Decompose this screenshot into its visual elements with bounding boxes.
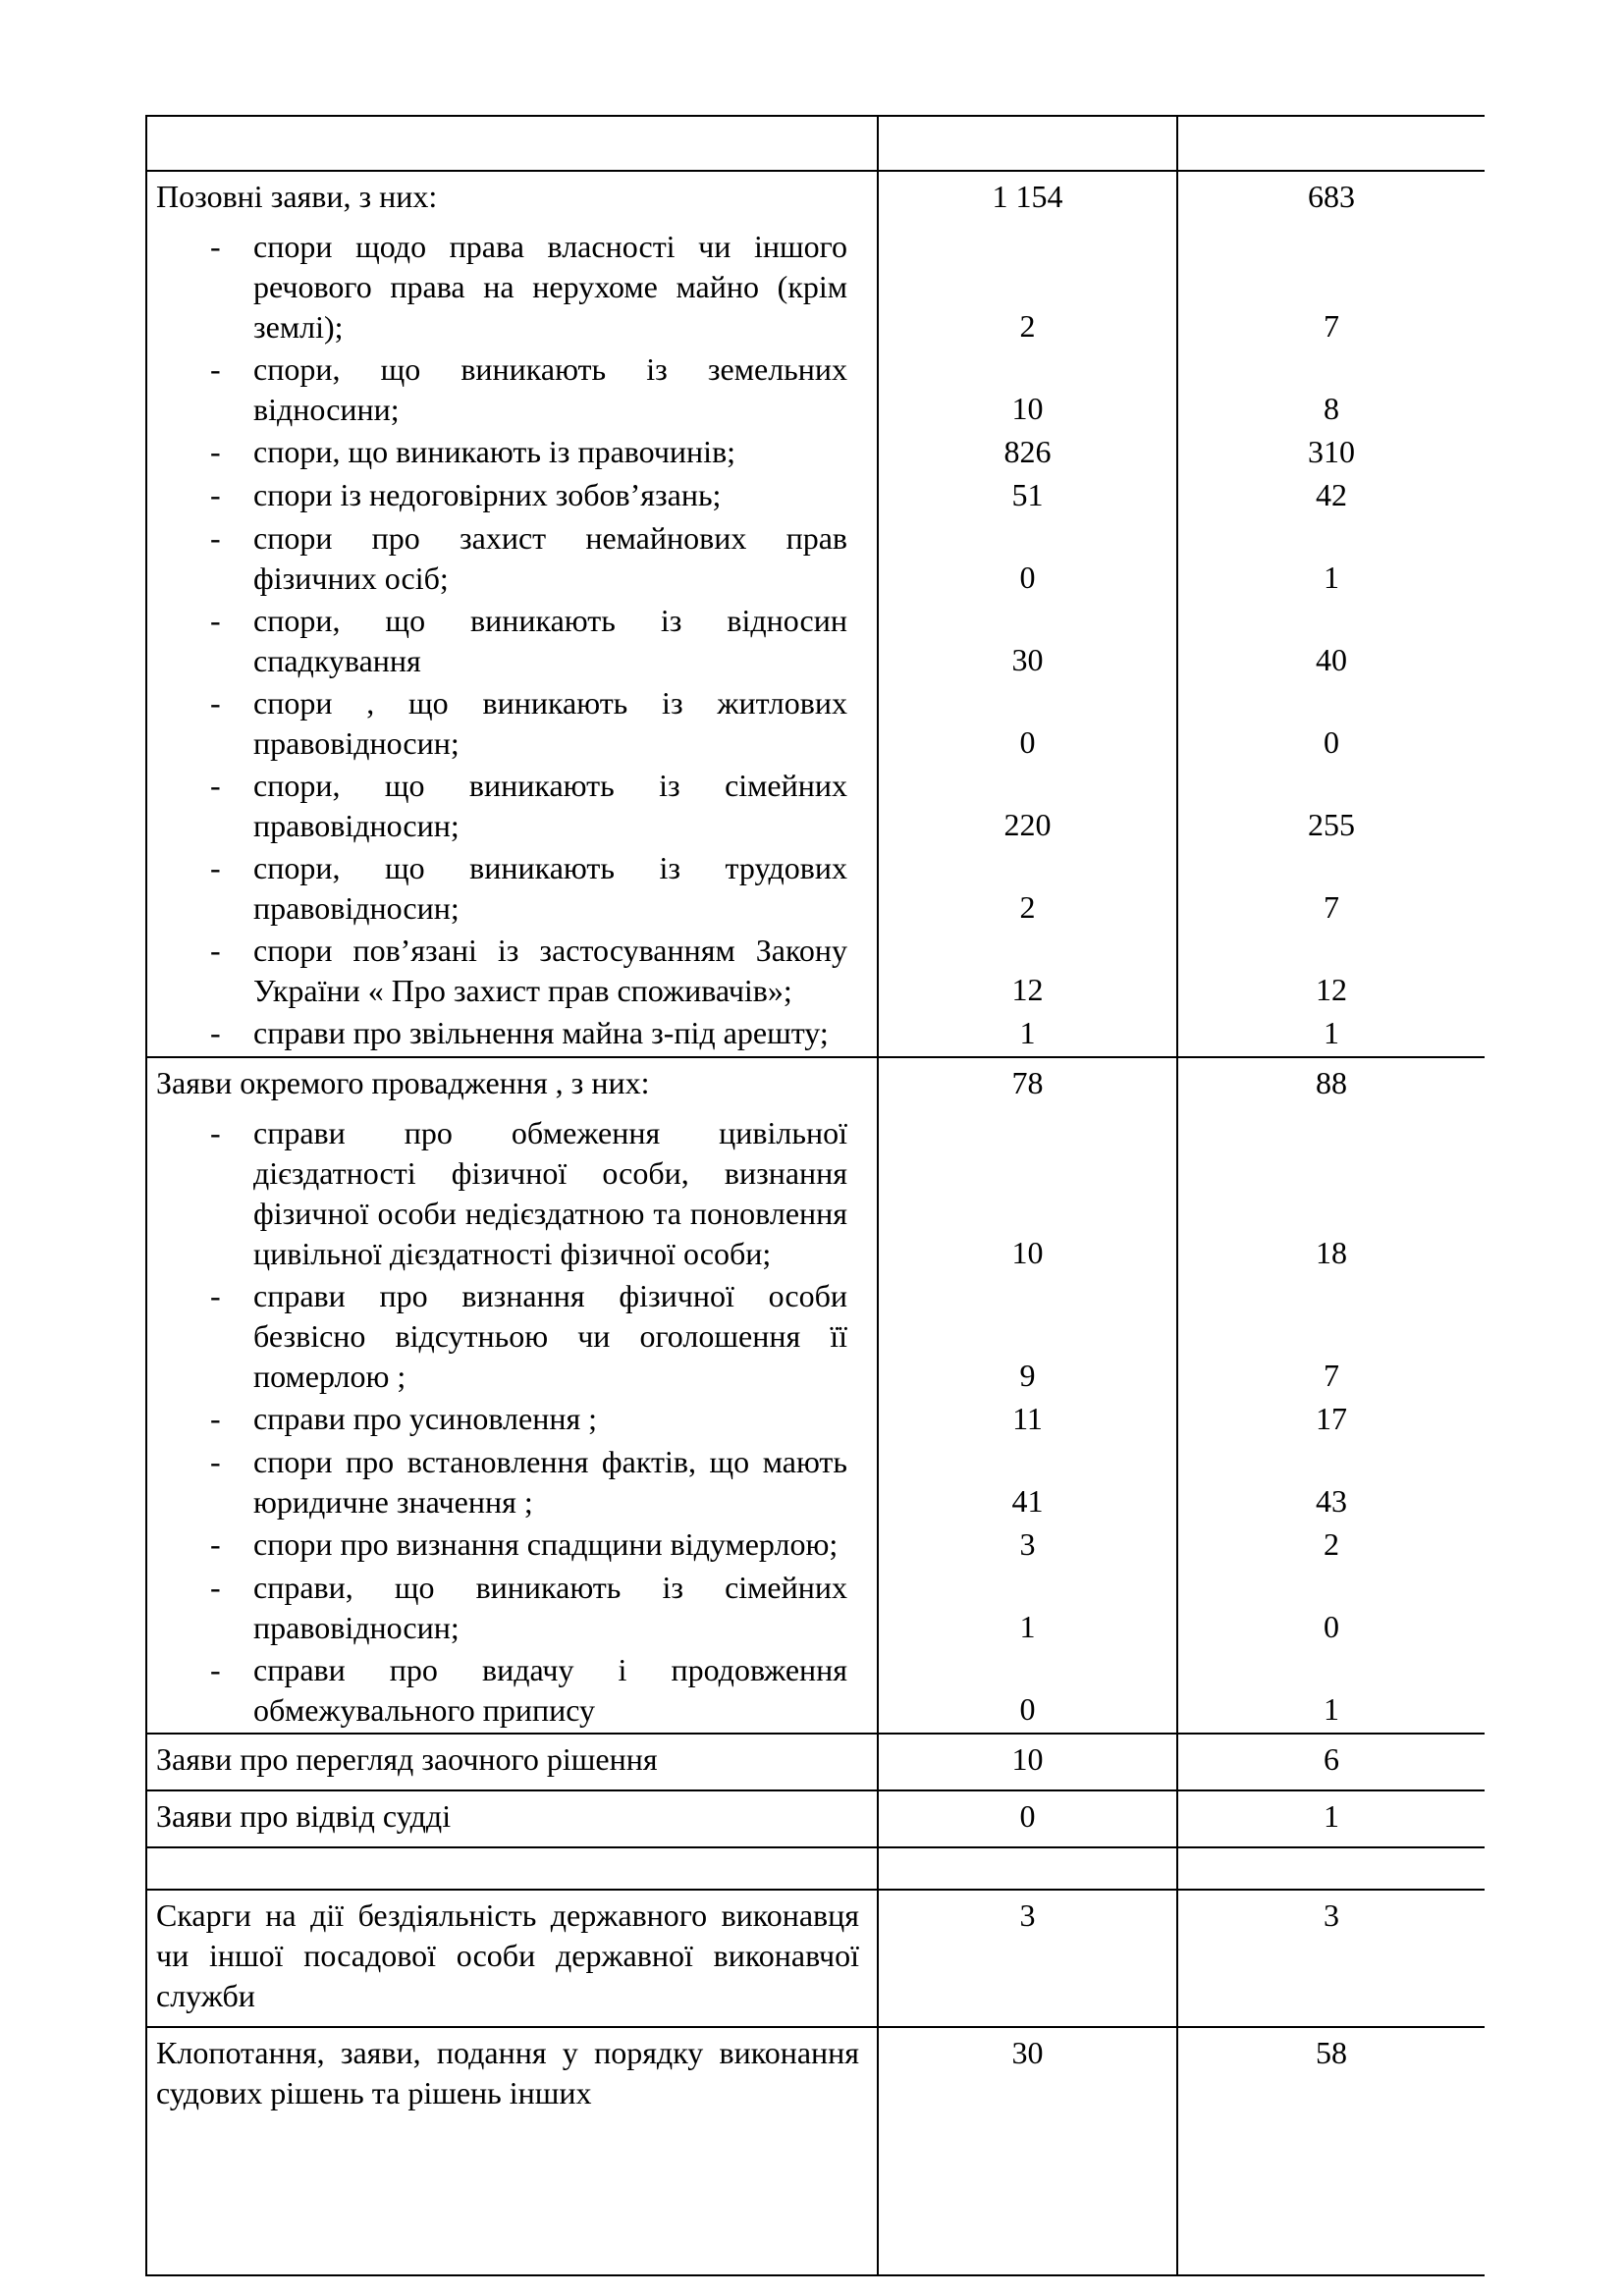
row-value-2: 683 — [1177, 171, 1485, 227]
subrow-label-cell — [146, 1568, 878, 1650]
subrow-label-cell — [146, 1013, 878, 1057]
subrow-value-1: 2 — [878, 848, 1177, 931]
row-value-1: 1 154 — [878, 171, 1177, 227]
subrow-value-2: 43 — [1177, 1442, 1485, 1524]
dash-bullet: - — [210, 1015, 221, 1050]
table-row — [146, 1790, 1485, 1847]
row-value-1: 0 — [878, 1790, 1177, 1847]
subrow-label: спори щодо права власності чи іншого речового права на нерухоме майно (крім землі); — [253, 229, 847, 345]
subrow-label-cell — [146, 1442, 878, 1524]
subrow-label: спори, що виникають із відносин спадкування — [253, 603, 847, 678]
subrow-label-cell — [146, 1276, 878, 1399]
header-cell-category — [146, 117, 878, 171]
table-subrow — [146, 475, 1485, 518]
table-subrow — [146, 1650, 1485, 1734]
table-subrow — [146, 1568, 1485, 1650]
subrow-value-2: 8 — [1177, 349, 1485, 432]
table-subrow — [146, 432, 1485, 475]
subrow-value-2: 7 — [1177, 848, 1485, 931]
dash-bullet: - — [210, 1401, 221, 1436]
table-subrow — [146, 1524, 1485, 1568]
row-value-2: 3 — [1177, 1890, 1485, 2027]
row-value-1: 30 — [878, 2027, 1177, 2276]
header-cell-value-2 — [1177, 117, 1485, 171]
table-row — [146, 1890, 1485, 2027]
row-value-1 — [878, 1847, 1177, 1890]
subrow-label-cell — [146, 1524, 878, 1568]
subrow-value-2: 2 — [1177, 1524, 1485, 1568]
table-subrow — [146, 1399, 1485, 1442]
subrow-label: спори із недоговірних зобов’язань; — [253, 477, 722, 512]
subrow-value-2: 0 — [1177, 683, 1485, 766]
subrow-value-1: 11 — [878, 1399, 1177, 1442]
subrow-value-1: 30 — [878, 601, 1177, 683]
subrow-value-1: 51 — [878, 475, 1177, 518]
table-subrow — [146, 349, 1485, 432]
subrow-label: справи про обмеження цивільної дієздатності фізичної особи, визнання фізичної особи недієздатною та поновлення цивільної дієздатності фізичної особи; — [253, 1115, 847, 1271]
dash-bullet: - — [210, 1444, 221, 1479]
row-label: Заяви про перегляд заочного рішення — [146, 1734, 878, 1790]
subrow-value-2: 17 — [1177, 1399, 1485, 1442]
subrow-value-2: 0 — [1177, 1568, 1485, 1650]
dash-bullet: - — [210, 1526, 221, 1562]
row-label: Скарги на дії бездіяльність державного виконавця чи іншої посадової особи державної виконавчої служби — [146, 1890, 878, 2027]
table-row — [146, 1734, 1485, 1790]
table-subrow — [146, 848, 1485, 931]
subrow-value-1: 1 — [878, 1568, 1177, 1650]
dash-bullet: - — [210, 1570, 221, 1605]
subrow-value-2: 1 — [1177, 1650, 1485, 1734]
row-value-1: 3 — [878, 1890, 1177, 2027]
table-row — [146, 171, 1485, 227]
dash-bullet: - — [210, 434, 221, 469]
subrow-value-2: 7 — [1177, 1276, 1485, 1399]
row-label: Заяви окремого провадження , з них: — [146, 1057, 878, 1113]
subrow-label-cell — [146, 848, 878, 931]
table-header-row — [146, 117, 1485, 171]
subrow-value-1: 12 — [878, 931, 1177, 1013]
row-value-1: 78 — [878, 1057, 1177, 1113]
subrow-value-1: 10 — [878, 1113, 1177, 1276]
dash-bullet: - — [210, 768, 221, 803]
subrow-value-2: 1 — [1177, 518, 1485, 601]
table-spacer-row — [146, 1847, 1485, 1890]
dash-bullet: - — [210, 933, 221, 968]
subrow-label: спори про захист немайнових прав фізичних осіб; — [253, 520, 847, 596]
dash-bullet: - — [210, 1652, 221, 1687]
subrow-value-2: 1 — [1177, 1013, 1485, 1057]
table-subrow — [146, 931, 1485, 1013]
subrow-value-1: 0 — [878, 683, 1177, 766]
dash-bullet: - — [210, 229, 221, 264]
subrow-value-2: 18 — [1177, 1113, 1485, 1276]
statistics-table-grid — [145, 117, 1485, 2276]
subrow-label: спори , що виникають із житлових правовідносин; — [253, 685, 847, 761]
subrow-label: спори, що виникають із трудових правовідносин; — [253, 850, 847, 926]
subrow-value-1: 2 — [878, 227, 1177, 349]
row-value-2: 6 — [1177, 1734, 1485, 1790]
subrow-label-cell — [146, 227, 878, 349]
subrow-value-1: 0 — [878, 518, 1177, 601]
dash-bullet: - — [210, 1278, 221, 1313]
dash-bullet: - — [210, 351, 221, 387]
dash-bullet: - — [210, 1115, 221, 1150]
row-value-1: 10 — [878, 1734, 1177, 1790]
row-label — [146, 1847, 878, 1890]
subrow-label-cell — [146, 1399, 878, 1442]
header-cell-value-1 — [878, 117, 1177, 171]
statistics-table — [145, 115, 1485, 2276]
table-subrow — [146, 601, 1485, 683]
table-subrow — [146, 518, 1485, 601]
subrow-value-2: 7 — [1177, 227, 1485, 349]
row-label: Заяви про відвід судді — [146, 1790, 878, 1847]
subrow-value-1: 220 — [878, 766, 1177, 848]
dash-bullet: - — [210, 520, 221, 556]
subrow-label: спори, що виникають із сімейних правовідносин; — [253, 768, 847, 843]
subrow-value-1: 10 — [878, 349, 1177, 432]
table-subrow — [146, 766, 1485, 848]
subrow-label: спори, що виникають із земельних відносини; — [253, 351, 847, 427]
subrow-label-cell — [146, 349, 878, 432]
subrow-label: справи про видачу і продовження обмежувального припису — [253, 1652, 847, 1728]
subrow-value-1: 3 — [878, 1524, 1177, 1568]
subrow-label-cell — [146, 518, 878, 601]
subrow-label-cell — [146, 1650, 878, 1734]
table-subrow — [146, 227, 1485, 349]
table-subrow — [146, 1442, 1485, 1524]
subrow-label: спори про встановлення фактів, що мають юридичне значення ; — [253, 1444, 847, 1520]
row-label: Клопотання, заяви, подання у порядку виконання судових рішень та рішень інших — [146, 2027, 878, 2276]
subrow-value-2: 40 — [1177, 601, 1485, 683]
subrow-label: справи, що виникають із сімейних правовідносин; — [253, 1570, 847, 1645]
row-label: Позовні заяви, з них: — [146, 171, 878, 227]
subrow-label: спори, що виникають із правочинів; — [253, 434, 736, 469]
table-row — [146, 1057, 1485, 1113]
row-value-2 — [1177, 1847, 1485, 1890]
subrow-label: справи про звільнення майна з-під арешту; — [253, 1015, 829, 1050]
subrow-label: справи про визнання фізичної особи безвісно відсутньою чи оголошення її померлою ; — [253, 1278, 847, 1394]
subrow-value-1: 9 — [878, 1276, 1177, 1399]
subrow-value-2: 310 — [1177, 432, 1485, 475]
subrow-label: спори про визнання спадщини відумерлою; — [253, 1526, 839, 1562]
subrow-value-2: 42 — [1177, 475, 1485, 518]
row-value-2: 88 — [1177, 1057, 1485, 1113]
subrow-value-2: 12 — [1177, 931, 1485, 1013]
subrow-label-cell — [146, 475, 878, 518]
subrow-value-2: 255 — [1177, 766, 1485, 848]
dash-bullet: - — [210, 603, 221, 638]
table-row — [146, 2027, 1485, 2276]
subrow-label-cell — [146, 931, 878, 1013]
table-subrow — [146, 683, 1485, 766]
subrow-value-1: 41 — [878, 1442, 1177, 1524]
subrow-label-cell — [146, 1113, 878, 1276]
dash-bullet: - — [210, 477, 221, 512]
subrow-label-cell — [146, 432, 878, 475]
dash-bullet: - — [210, 850, 221, 885]
subrow-value-1: 1 — [878, 1013, 1177, 1057]
subrow-value-1: 0 — [878, 1650, 1177, 1734]
row-value-2: 1 — [1177, 1790, 1485, 1847]
subrow-label-cell — [146, 683, 878, 766]
subrow-label-cell — [146, 601, 878, 683]
table-body — [146, 117, 1485, 2276]
subrow-label: справи про усиновлення ; — [253, 1401, 598, 1436]
subrow-value-1: 826 — [878, 432, 1177, 475]
table-subrow — [146, 1276, 1485, 1399]
subrow-label: спори пов’язані із застосуванням Закону України « Про захист прав споживачів»; — [253, 933, 847, 1008]
dash-bullet: - — [210, 685, 221, 721]
table-subrow — [146, 1113, 1485, 1276]
row-value-2: 58 — [1177, 2027, 1485, 2276]
subrow-label-cell — [146, 766, 878, 848]
table-subrow — [146, 1013, 1485, 1057]
